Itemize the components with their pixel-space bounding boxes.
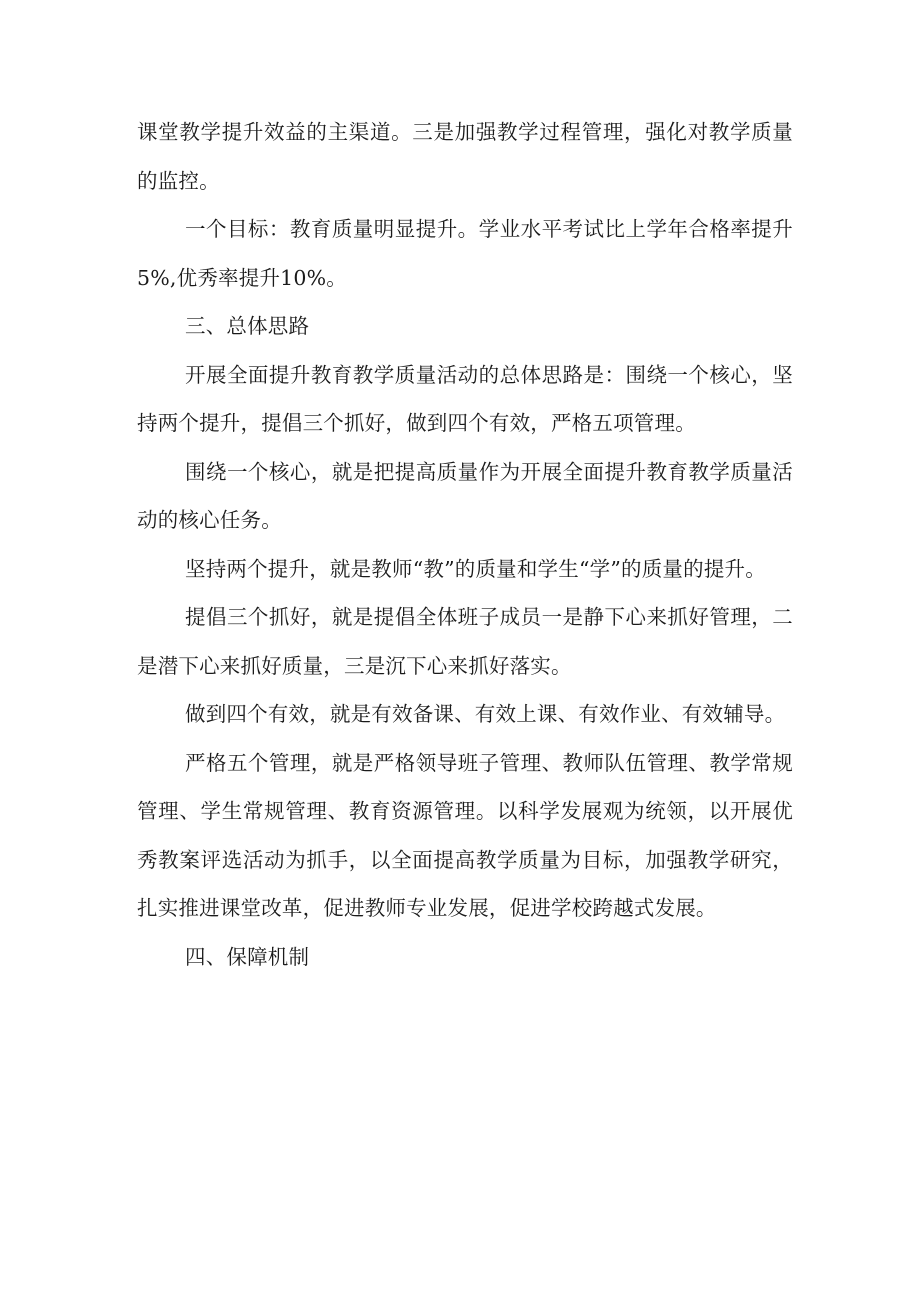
document-body bbox=[137, 108, 793, 981]
section-heading-3: 三、总体思路 bbox=[185, 314, 310, 338]
paragraph-overall-idea: 开展全面提升教育教学质量活动的总体思路是：围绕一个核心，坚持两个提升，提倡三个抓好，做到四个有效，严格五项管理。 bbox=[137, 362, 793, 435]
paragraph-continuation: 课堂教学提升效益的主渠道。三是加强教学过程管理，强化对教学质量的监控。 bbox=[137, 120, 793, 193]
section-heading-4: 四、保障机制 bbox=[185, 944, 310, 969]
paragraph-two-improvements: 坚持两个提升，就是教师“教”的质量和学生“学”的质量的提升。 bbox=[185, 556, 766, 581]
paragraph-one-core: 围绕一个核心，就是把提高质量作为开展全面提升教育教学质量活动的核心任务。 bbox=[137, 459, 793, 532]
paragraph-three-focus: 提倡三个抓好，就是提倡全体班子成员一是静下心来抓好管理，二是潜下心来抓好质量，三是沉下心来抓好落实。 bbox=[137, 605, 793, 678]
paragraph-goal: 一个目标：教育质量明显提升。学业水平考试比上学年合格率提升5%,优秀率提升10%。 bbox=[137, 217, 793, 290]
paragraph-four-effective: 做到四个有效，就是有效备课、有效上课、有效作业、有效辅导。 bbox=[185, 702, 786, 726]
paragraph-five-management: 严格五个管理，就是严格领导班子管理、教师队伍管理、教学常规管理、学生常规管理、教育资源管理。以科学发展观为统领，以开展优秀教案评选活动为抓手，以全面提高教学质量为目标，加强教学研究，扎实推进课堂改革，促进教师专业发展，促进学校跨越式发展。 bbox=[137, 750, 793, 920]
